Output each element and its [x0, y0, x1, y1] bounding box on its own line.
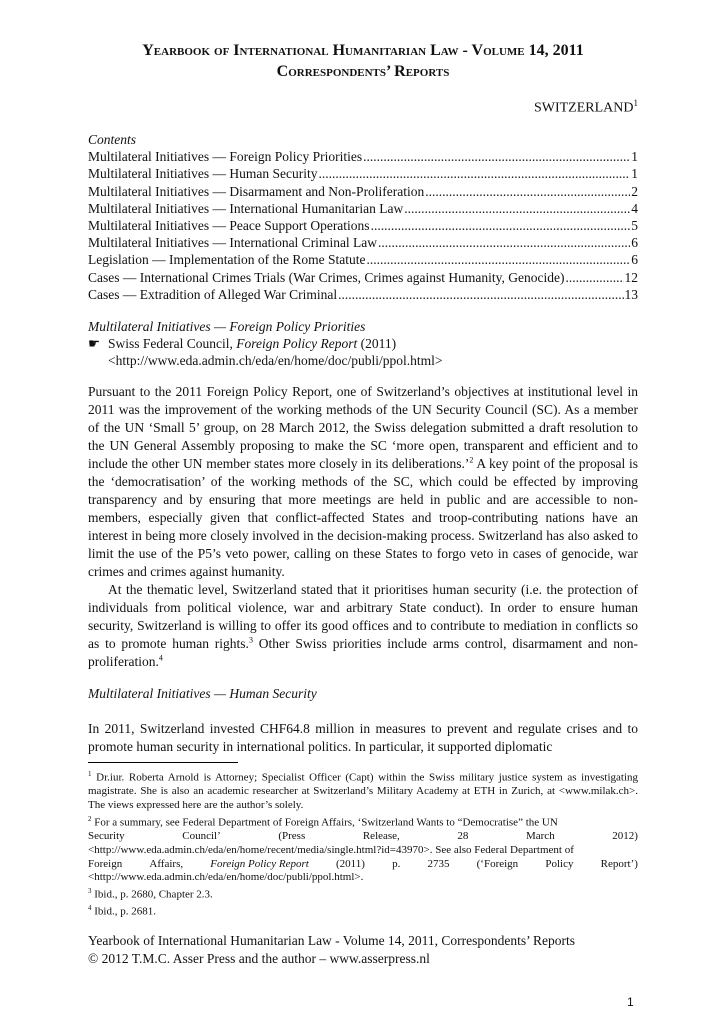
- footnote-url[interactable]: <http://www.eda.admin.ch/eda/en/home/doc/publi/ppol.html>.: [88, 871, 364, 884]
- paragraph: Pursuant to the 2011 Foreign Policy Report, one of Switzerland’s objectives at institutional level in 2011 was the improvement of the working methods of the UN Security Council (SC). As a member of the UN ‘Small 5’ group, on 28 March 2012, the Swiss delegation submitted a draft resolution to the UN General Assembly proposing to make the SC ‘more open, transparent and efficient and to include the other UN member states more closely in its deliberations.’$^2$ A key point of the proposal is the ‘democratisation’ of the working methods of the SC, which could be effected by improving transparency and by ensuring that more meetings are held in public and are accessible to non-members, especially given that conflict-affected States and troop-contributing nations have an interest in being more closely involved in the decision-making process. Switzerland has also asked to limit the use of the P5’s veto power, calling on these States to forgo veto in cases of genocide, war crimes and crimes against humanity.: [88, 384, 638, 579]
- toc-item[interactable]: [88, 269, 638, 286]
- toc-item-title: Multilateral Initiatives — Human Security: [88, 166, 318, 182]
- page-footer: [88, 932, 648, 968]
- toc-item-page: 2: [631, 183, 638, 199]
- footnote-line: [88, 858, 638, 872]
- source-citation: [88, 335, 638, 352]
- header-title: Yearbook of International Humanitarian Law - Volume 14, 2011: [142, 42, 584, 59]
- footnote-title: Foreign Policy Report: [210, 857, 309, 870]
- toc-item-title: Legislation — Implementation of the Rome Statute: [88, 252, 366, 268]
- toc-item-title: Multilateral Initiatives — Foreign Policy Priorities: [88, 149, 363, 165]
- footnote-word: March: [525, 830, 555, 843]
- toc-list: [88, 148, 638, 303]
- footnote-line: [88, 830, 638, 844]
- footnote-word: Council’: [182, 830, 221, 843]
- page-number: 1: [627, 995, 634, 1009]
- footnote-word: 28: [457, 830, 469, 843]
- footnote-word: Release,: [362, 830, 400, 843]
- toc-item-title: Multilateral Initiatives — International Criminal Law: [88, 235, 378, 251]
- body-text: [88, 383, 638, 671]
- toc-item-page: 6: [631, 252, 638, 268]
- footer-citation: Yearbook of International Humanitarian Law - Volume 14, 2011, Correspondents’ Reports: [88, 933, 576, 948]
- footnote-divider: [88, 762, 238, 763]
- toc-item-title: Multilateral Initiatives — Disarmament and Non-Proliferation: [88, 183, 425, 199]
- footnote-2: $^2$ For a summary, see Federal Department of Foreign Affairs, ‘Switzerland Wants to “Democratise” the UN Security Council’ (Press Release, 28 March 2012) <http://www.eda.admin.ch/eda/en/home/recent/media/single.html?id=43970>. See also Federal Department of Foreign Affairs, Foreign Policy Report (2011) p. 2735 (‘Foreign Policy Report’) <http://www.eda.admin.ch/eda/en/home/doc/publi/ppol.html>.: [88, 814, 638, 884]
- footnote-ref[interactable]: 4: [158, 653, 163, 663]
- toc-item-page: 6: [631, 235, 638, 251]
- toc-leader-dots: [338, 286, 623, 303]
- toc-leader-dots: [378, 234, 630, 251]
- paragraph: At the thematic level, Switzerland stated that it prioritises human security (i.e. the protection of individuals from political violence, war and arbitrary State conduct). In order to ensure human security, Switzerland is willing to offer its good offices and to contribute to mediation in conflicts so as to promote human rights.$^3$ Other Swiss priorities include arms control, disarmament and non-proliferation.$^4$: [88, 582, 638, 669]
- footnote-word: (‘Foreign: [476, 857, 519, 870]
- footnote-word: Security: [88, 830, 125, 843]
- footnote-ref[interactable]: 1: [633, 98, 638, 108]
- footnote-word: (Press: [278, 830, 306, 843]
- toc-item-page: 12: [624, 269, 638, 285]
- footer-copyright: © 2012 T.M.C. Asser Press and the author – www.asserpress.nl: [88, 951, 430, 966]
- footnote-word: p.: [392, 857, 401, 870]
- source-title: Foreign Policy Report: [236, 336, 358, 351]
- footnote-word: Report’): [600, 857, 638, 870]
- footnote-4: $^4$ Ibid., p. 2681.: [88, 904, 156, 918]
- toc-item-title: Cases — Extradition of Alleged War Criminal: [88, 286, 338, 302]
- running-header: [88, 40, 638, 82]
- toc-leader-dots: [366, 251, 630, 268]
- toc-item[interactable]: [88, 234, 638, 251]
- toc-item-title: Multilateral Initiatives — International Humanitarian Law: [88, 200, 404, 216]
- footnote-ref[interactable]: 2: [469, 455, 474, 465]
- section-heading: Multilateral Initiatives — Human Security: [88, 686, 317, 701]
- footnote-word: Affairs,: [149, 857, 184, 870]
- footnote-word: (2011): [336, 857, 365, 870]
- footnote-word: Foreign: [88, 857, 123, 870]
- toc-item-page: 1: [631, 149, 638, 165]
- footnote-3: $^3$ Ibid., p. 2680, Chapter 2.3.: [88, 886, 213, 901]
- footnote-word: 2012): [612, 830, 638, 843]
- toc-item[interactable]: [88, 251, 638, 268]
- toc-item[interactable]: [88, 165, 638, 182]
- toc-title: Contents: [88, 132, 137, 147]
- toc-leader-dots: [363, 148, 630, 165]
- toc-item[interactable]: [88, 286, 638, 303]
- toc-item[interactable]: [88, 183, 638, 200]
- footnote-url[interactable]: <http://www.eda.admin.ch/eda/en/home/recent/media/single.html?id=43970>. See also Federal Department of: [88, 843, 574, 856]
- toc-item[interactable]: [88, 200, 638, 217]
- toc-item-title: Multilateral Initiatives — Peace Support Operations: [88, 218, 370, 234]
- footnote-ref[interactable]: 3: [248, 635, 253, 645]
- section-heading: Multilateral Initiatives — Foreign Policy Priorities: [88, 319, 366, 334]
- footnote-1: $^1$ Dr.iur. Roberta Arnold is Attorney; Specialist Officer (Capt) within the Swiss military justice system as investigating magistrate. She is also an academic researcher at Switzerland’s Military Academy at ETH in Zurich, at <www.milak.ch>. The views expressed here are the author’s solely.: [88, 770, 638, 812]
- country-heading: [534, 98, 638, 117]
- toc-item-page: 13: [624, 286, 638, 302]
- toc-leader-dots: [371, 217, 631, 234]
- paragraph: In 2011, Switzerland invested CHF64.8 million in measures to prevent and regulate crises and to promote human security in international politics. In particular, it supported diplomatic: [88, 721, 638, 754]
- source-url-link[interactable]: <http://www.eda.admin.ch/eda/en/home/doc/publi/ppol.html>: [108, 353, 443, 368]
- toc-leader-dots: [565, 269, 623, 286]
- toc-item-title: Cases — International Crimes Trials (War Crimes, Crimes against Humanity, Genocide): [88, 269, 565, 285]
- toc-leader-dots: [404, 200, 630, 217]
- toc-leader-dots: [318, 165, 630, 182]
- toc-leader-dots: [425, 183, 630, 200]
- toc-item-page: 1: [631, 166, 638, 182]
- country-name: SWITZERLAND: [533, 100, 634, 116]
- toc-item-page: 4: [631, 200, 638, 216]
- toc-item[interactable]: [88, 217, 638, 234]
- source-text: Swiss Federal Council, Foreign Policy Report (2011): [108, 336, 397, 351]
- section-foreign-policy: [88, 318, 638, 369]
- pointing-hand-icon: ☛: [88, 336, 101, 351]
- footnote-word: 2735: [427, 857, 450, 870]
- footnote-word: Policy: [545, 857, 574, 870]
- toc-item-page: 5: [631, 218, 638, 234]
- table-of-contents: [88, 131, 638, 303]
- footnotes: [88, 768, 638, 920]
- toc-item[interactable]: [88, 148, 638, 165]
- header-subtitle: Correspondents’ Reports: [276, 63, 450, 80]
